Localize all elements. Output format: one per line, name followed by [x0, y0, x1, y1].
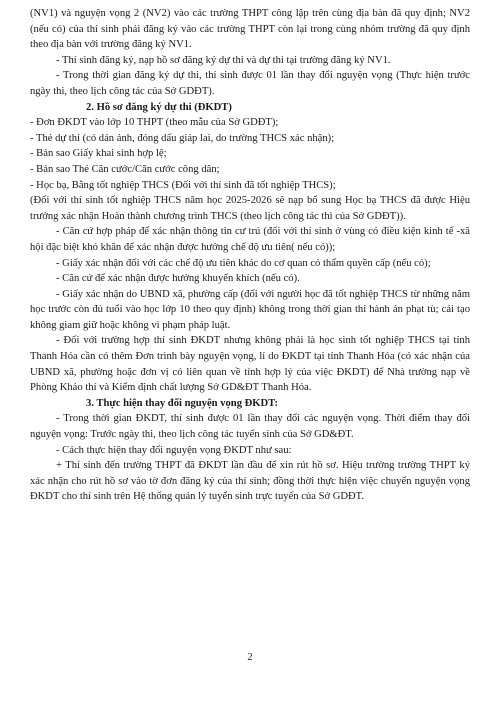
list-item: - Căn cứ để xác nhận được hưởng khuyến khích (nếu có).: [56, 273, 300, 285]
paragraph: - Trong thời gian đăng ký dự thi, thí sinh được 01 lần thay đổi nguyện vọng (Thực hiện trước ngày thi, theo lịch công tác của Sở GDĐT).: [30, 70, 470, 97]
paragraph: (Đối với thí sinh tốt nghiệp THCS năm học 2025-2026 sẽ nạp bổ sung Học bạ THCS đã được Hiệu trưởng xác nhận Hoàn thành chương trình THCS (theo lịch công tác thi của Sở GDĐT)).: [30, 195, 470, 222]
list-item: - Bản sao Thẻ Căn cước/Căn cước công dân;: [30, 163, 220, 175]
paragraph: - Cách thực hiện thay đổi nguyện vọng ĐKDT như sau:: [56, 444, 292, 456]
list-item: - Đối với trường hợp thí sinh ĐKDT nhưng không phải là học sinh tốt nghiệp THCS tại tỉnh Thanh Hóa cần có thêm Đơn trình bày nguyện vọng, lí do ĐKDT tại tỉnh Thanh Hóa (có xác nhận của UBND xã, phường hoặc đơn vị có liên quan về tính hợp lý của việc ĐKDT) để Nhà trường nạp về Phòng Khảo thí và Kiểm định chất lượng Sở GD&ĐT Thanh Hóa.: [30, 335, 470, 394]
document-page: [30, 6, 470, 505]
list-item: - Căn cứ hợp pháp để xác nhận thông tin cư trú (đối với thí sinh ở vùng có điều kiện kinh tế -xã hội đặc biệt khó khăn để xác nhận được hưởng chế độ ưu tiên( nếu có));: [30, 226, 470, 253]
section-heading: 3. Thực hiện thay đổi nguyện vọng ĐKDT:: [86, 397, 278, 409]
paragraph: - Thí sinh đăng ký, nạp hồ sơ đăng ký dự thi và dự thi tại trường đăng ký NV1.: [56, 54, 391, 66]
page-number: 2: [247, 652, 253, 663]
list-item: - Thẻ dự thi (có dán ảnh, đóng dấu giáp lai, do trường THCS xác nhận);: [30, 132, 335, 144]
section-heading: 2. Hồ sơ đăng ký dự thi (ĐKDT): [86, 101, 232, 113]
paragraph: + Thí sinh đến trường THPT đã ĐKDT lần đầu để xin rút hồ sơ. Hiệu trưởng trường THPT ký xác nhận cho rút hồ sơ vào tờ đơn đăng ký của thí sinh; đồng thời thực hiện việc chuyển nguyện vọng ĐKDT cho thí sinh trên Hệ thống quản lý tuyển sinh trực tuyến của Sở GDĐT.: [30, 460, 470, 503]
list-item: - Học bạ, Bằng tốt nghiệp THCS (Đối với thí sinh đã tốt nghiệp THCS);: [30, 179, 336, 191]
list-item: - Đơn ĐKDT vào lớp 10 THPT (theo mẫu của Sở GDĐT);: [30, 117, 279, 129]
paragraph: (NV1) và nguyện vọng 2 (NV2) vào các trường THPT công lập trên cùng địa bàn đã quy định; NV2 (nếu có) của thí sinh phải đăng ký vào các trường THPT còn lại trong cùng nhóm trường đã quy định theo địa bàn với trường đăng ký NV1.: [30, 8, 470, 51]
list-item: - Giấy xác nhận do UBND xã, phường cấp (đối với người học đã tốt nghiệp THCS từ những năm học trước còn đủ tuổi vào học lớp 10 theo quy định) không trong thời gian thi hành án phạt tù; cải tạo không giam giữ hoặc không vi phạm pháp luật.: [30, 288, 470, 331]
list-item: - Giấy xác nhận đối với các chế độ ưu tiên khác do cơ quan có thẩm quyền cấp (nếu có);: [56, 257, 431, 269]
paragraph: - Trong thời gian ĐKDT, thí sinh được 01 lần thay đổi các nguyện vọng. Thời điểm thay đổi nguyện vọng: Trước ngày thi, theo lịch công tác tuyển sinh của Sở GD&ĐT.: [30, 413, 470, 441]
list-item: - Bản sao Giấy khai sinh hợp lệ;: [30, 148, 167, 160]
